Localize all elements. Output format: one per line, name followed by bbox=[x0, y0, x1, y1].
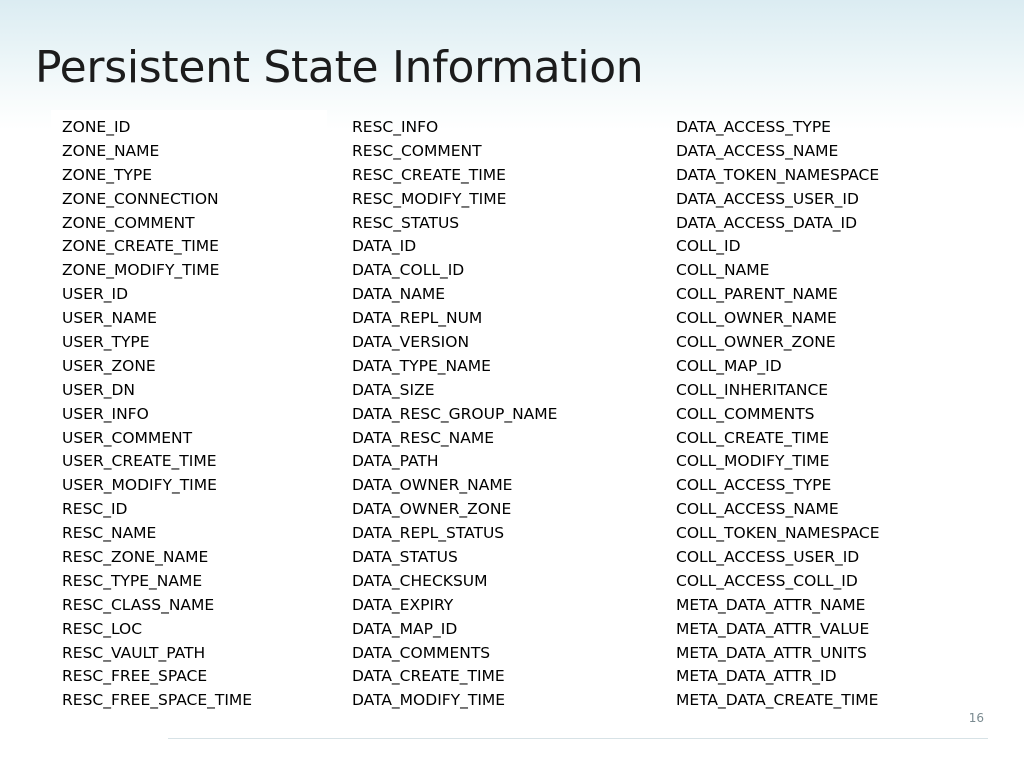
attribute-item: DATA_TOKEN_NAMESPACE bbox=[676, 165, 880, 184]
footer-divider bbox=[168, 738, 988, 739]
attribute-item: DATA_ACCESS_DATA_ID bbox=[676, 213, 858, 232]
attribute-item: USER_TYPE bbox=[62, 333, 150, 352]
attribute-item: DATA_VERSION bbox=[352, 333, 470, 352]
attribute-item: COLL_ACCESS_TYPE bbox=[676, 476, 832, 495]
attribute-item: RESC_LOC bbox=[62, 619, 143, 638]
attribute-item: RESC_COMMENT bbox=[352, 141, 482, 160]
attribute-item: DATA_COLL_ID bbox=[352, 261, 465, 280]
attribute-item: DATA_STATUS bbox=[352, 548, 458, 567]
attribute-item: DATA_COMMENTS bbox=[352, 643, 491, 662]
attribute-item: USER_ID bbox=[62, 285, 129, 304]
attribute-item: COLL_COMMENTS bbox=[676, 404, 815, 423]
attribute-item: RESC_VAULT_PATH bbox=[62, 643, 206, 662]
attribute-item: DATA_OWNER_ZONE bbox=[352, 500, 512, 519]
attribute-item: DATA_ACCESS_USER_ID bbox=[676, 189, 859, 208]
attribute-item: COLL_ACCESS_USER_ID bbox=[676, 548, 860, 567]
attribute-item: ZONE_MODIFY_TIME bbox=[62, 261, 220, 280]
attribute-item: DATA_REPL_STATUS bbox=[352, 524, 505, 543]
attribute-item: RESC_NAME bbox=[62, 524, 157, 543]
attribute-item: USER_MODIFY_TIME bbox=[62, 476, 217, 495]
attribute-item: USER_COMMENT bbox=[62, 428, 193, 447]
attribute-column-3 bbox=[676, 116, 880, 713]
attribute-item: COLL_TOKEN_NAMESPACE bbox=[676, 524, 880, 543]
attribute-item: ZONE_COMMENT bbox=[62, 213, 195, 232]
attribute-item: USER_ZONE bbox=[62, 356, 156, 375]
attribute-item: COLL_MAP_ID bbox=[676, 356, 782, 375]
attribute-item: DATA_NAME bbox=[352, 285, 446, 304]
attribute-item: DATA_ACCESS_NAME bbox=[676, 141, 839, 160]
attribute-item: COLL_INHERITANCE bbox=[676, 380, 829, 399]
page-number: 16 bbox=[968, 711, 984, 725]
attribute-item: RESC_INFO bbox=[352, 118, 439, 136]
attribute-item: RESC_FREE_SPACE_TIME bbox=[62, 691, 253, 710]
attribute-item: USER_NAME bbox=[62, 309, 157, 328]
attribute-column-1 bbox=[62, 116, 252, 713]
attribute-item: COLL_CREATE_TIME bbox=[676, 428, 830, 447]
attribute-item: DATA_PATH bbox=[352, 452, 439, 471]
attribute-item: RESC_ZONE_NAME bbox=[62, 548, 209, 567]
attribute-item: DATA_TYPE_NAME bbox=[352, 356, 491, 375]
attribute-item: COLL_MODIFY_TIME bbox=[676, 452, 830, 471]
attribute-item: META_DATA_ATTR_UNITS bbox=[676, 643, 867, 662]
attribute-item: DATA_SIZE bbox=[352, 380, 435, 399]
attribute-item: RESC_ID bbox=[62, 500, 128, 519]
attribute-item: USER_CREATE_TIME bbox=[62, 452, 217, 471]
attribute-item: RESC_CREATE_TIME bbox=[352, 165, 506, 184]
attribute-item: COLL_ACCESS_COLL_ID bbox=[676, 571, 858, 590]
attribute-item: META_DATA_ATTR_NAME bbox=[676, 595, 866, 614]
attribute-item: COLL_NAME bbox=[676, 261, 770, 280]
attribute-item: DATA_RESC_GROUP_NAME bbox=[352, 404, 558, 423]
attribute-item: USER_DN bbox=[62, 380, 136, 399]
attribute-item: DATA_RESC_NAME bbox=[352, 428, 495, 447]
attribute-item: DATA_CREATE_TIME bbox=[352, 667, 505, 686]
attribute-item: COLL_ID bbox=[676, 237, 741, 256]
attribute-item: ZONE_CONNECTION bbox=[62, 189, 219, 208]
attribute-item: DATA_EXPIRY bbox=[352, 595, 454, 614]
attribute-item: RESC_TYPE_NAME bbox=[62, 571, 203, 590]
attribute-item: RESC_STATUS bbox=[352, 213, 460, 232]
attribute-item: COLL_ACCESS_NAME bbox=[676, 500, 839, 519]
attribute-item: META_DATA_ATTR_ID bbox=[676, 667, 837, 686]
attribute-item: META_DATA_ATTR_VALUE bbox=[676, 619, 870, 638]
attribute-item: ZONE_ID bbox=[62, 118, 131, 136]
attribute-item: DATA_ID bbox=[352, 237, 417, 256]
attribute-item: RESC_CLASS_NAME bbox=[62, 595, 215, 614]
attribute-item: DATA_OWNER_NAME bbox=[352, 476, 513, 495]
attribute-item: DATA_CHECKSUM bbox=[352, 571, 488, 590]
attribute-item: COLL_OWNER_NAME bbox=[676, 309, 837, 328]
slide-title: Persistent State Information bbox=[35, 42, 644, 93]
attribute-item: DATA_ACCESS_TYPE bbox=[676, 118, 831, 136]
attribute-item: RESC_MODIFY_TIME bbox=[352, 189, 507, 208]
attribute-item: DATA_REPL_NUM bbox=[352, 309, 483, 328]
attribute-item: RESC_FREE_SPACE bbox=[62, 667, 208, 686]
attribute-item: ZONE_NAME bbox=[62, 141, 160, 160]
attribute-item: COLL_PARENT_NAME bbox=[676, 285, 838, 304]
attribute-item: ZONE_CREATE_TIME bbox=[62, 237, 219, 256]
attribute-item: DATA_MODIFY_TIME bbox=[352, 691, 506, 710]
attribute-item: DATA_MAP_ID bbox=[352, 619, 458, 638]
attribute-item: USER_INFO bbox=[62, 404, 149, 423]
attribute-item: COLL_OWNER_ZONE bbox=[676, 333, 836, 352]
attribute-item: ZONE_TYPE bbox=[62, 165, 153, 184]
attribute-column-2 bbox=[352, 116, 557, 713]
attribute-item: META_DATA_CREATE_TIME bbox=[676, 691, 879, 710]
